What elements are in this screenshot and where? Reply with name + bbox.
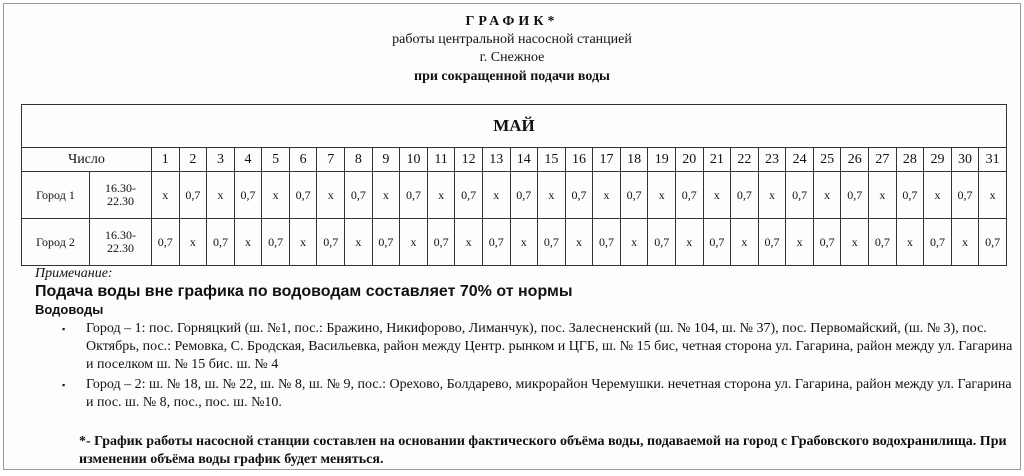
schedule-cell: 0,7: [289, 172, 317, 219]
schedule-cell: x: [648, 172, 676, 219]
day-header-cell: 23: [758, 148, 786, 172]
schedule-cell: 0,7: [786, 172, 814, 219]
day-header-cell: 6: [289, 148, 317, 172]
schedule-cell: x: [482, 172, 510, 219]
schedule-cell: x: [427, 172, 455, 219]
main-note: Подача воды вне графика по водоводам составляет 70% от нормы: [35, 283, 573, 300]
day-header-cell: 1: [152, 148, 180, 172]
schedule-cell: 0,7: [152, 219, 180, 266]
water-pipes-list: [62, 320, 1017, 414]
city-name: г. Снежное: [479, 50, 545, 65]
day-header-cell: 15: [538, 148, 566, 172]
day-header-cell: 13: [482, 148, 510, 172]
schedule-cell: 0,7: [510, 172, 538, 219]
schedule-cell: x: [675, 219, 703, 266]
schedule-cell: x: [979, 172, 1007, 219]
schedule-cell: x: [289, 219, 317, 266]
schedule-cell: 0,7: [979, 219, 1007, 266]
schedule-cell: 0,7: [179, 172, 207, 219]
city-label: Город 2: [22, 219, 90, 266]
day-header-cell: 10: [400, 148, 428, 172]
schedule-cell: x: [731, 219, 759, 266]
list-item-text: Город – 1: пос. Горняцкий (ш. №1, пос.: Бражино, Никифорово, Лиманчук), пос. Залесненский (ш. № 104, ш. № 37), пос. Первомайский, (ш. № 3), пос. Октябрь, пос.: Ремовка, С. Бродская, Васильевка, район между Центр. рынком и ЦГБ, ш. № 15 бис, четная сторона ул. Гагарина, район между ул. Гагарина и поселком ш. № 15 бис. ш. № 4: [86, 321, 1013, 372]
day-header-cell: 7: [317, 148, 345, 172]
schedule-cell: x: [841, 219, 869, 266]
schedule-cell: 0,7: [731, 172, 759, 219]
schedule-condition: при сокращенной подачи воды: [414, 69, 610, 84]
schedule-cell: x: [896, 219, 924, 266]
time-end: 22.30: [107, 194, 134, 208]
schedule-cell: x: [207, 172, 235, 219]
schedule-cell: x: [620, 219, 648, 266]
schedule-cell: x: [786, 219, 814, 266]
day-header-cell: 24: [786, 148, 814, 172]
schedule-cell: x: [869, 172, 897, 219]
day-header-cell: 29: [924, 148, 952, 172]
schedule-cell: 0,7: [400, 172, 428, 219]
day-header-cell: 8: [345, 148, 373, 172]
schedule-cell: x: [951, 219, 979, 266]
day-header-cell: 19: [648, 148, 676, 172]
schedule-cell: x: [179, 219, 207, 266]
schedule-cell: x: [813, 172, 841, 219]
schedule-cell: 0,7: [538, 219, 566, 266]
time-range: [90, 172, 152, 219]
day-header-cell: 30: [951, 148, 979, 172]
time-start: 16.30-: [105, 228, 136, 243]
day-header-cell: 17: [593, 148, 621, 172]
schedule-cell: 0,7: [703, 219, 731, 266]
day-header-cell: 5: [262, 148, 290, 172]
schedule-cell: 0,7: [482, 219, 510, 266]
month-header-row: [22, 105, 1007, 148]
day-header-cell: 16: [565, 148, 593, 172]
day-header-cell: 20: [675, 148, 703, 172]
bullet-icon: ▪: [62, 380, 66, 390]
schedule-cell: x: [924, 172, 952, 219]
schedule-cell: 0,7: [345, 172, 373, 219]
section-heading: Водоводы: [35, 302, 104, 317]
schedule-cell: x: [455, 219, 483, 266]
schedule-cell: x: [510, 219, 538, 266]
day-header-cell: 25: [813, 148, 841, 172]
bullet-icon: ▪: [62, 324, 66, 334]
schedule-cell: x: [345, 219, 373, 266]
note-label: Примечание:: [35, 266, 113, 281]
footnote: *- График работы насосной станции составлен на основании фактического объёма воды, подаваемой на город с Грабовского водохранилища. При изменении объёма воды график будет меняться.: [79, 434, 1007, 467]
document-page: [3, 3, 1021, 470]
city-label: Город 1: [22, 172, 90, 219]
schedule-cell: 0,7: [869, 219, 897, 266]
schedule-cell: 0,7: [455, 172, 483, 219]
day-header-cell: 12: [455, 148, 483, 172]
schedule-cell: x: [234, 219, 262, 266]
list-item: [62, 376, 1017, 412]
schedule-cell: x: [400, 219, 428, 266]
document-title: ГРАФИК*: [465, 14, 559, 29]
day-header-cell: 26: [841, 148, 869, 172]
schedule-cell: 0,7: [317, 219, 345, 266]
schedule-cell: x: [317, 172, 345, 219]
schedule-cell: x: [593, 172, 621, 219]
schedule-cell: 0,7: [565, 172, 593, 219]
day-header-cell: 31: [979, 148, 1007, 172]
day-header-cell: 14: [510, 148, 538, 172]
schedule-cell: 0,7: [896, 172, 924, 219]
schedule-cell: x: [565, 219, 593, 266]
schedule-cell: 0,7: [675, 172, 703, 219]
day-header-cell: 11: [427, 148, 455, 172]
schedule-cell: 0,7: [648, 219, 676, 266]
schedule-cell: 0,7: [758, 219, 786, 266]
city-row: [22, 219, 1007, 266]
schedule-table: [21, 104, 1007, 266]
day-header-cell: 18: [620, 148, 648, 172]
time-range: [90, 219, 152, 266]
schedule-cell: x: [538, 172, 566, 219]
days-label: Число: [22, 148, 152, 172]
schedule-cell: 0,7: [262, 219, 290, 266]
time-start: 16.30-: [105, 181, 136, 196]
day-header-cell: 3: [207, 148, 235, 172]
time-end: 22.30: [107, 241, 134, 255]
schedule-cell: 0,7: [620, 172, 648, 219]
schedule-cell: 0,7: [841, 172, 869, 219]
day-header-cell: 28: [896, 148, 924, 172]
schedule-cell: x: [703, 172, 731, 219]
document-subtitle: работы центральной насосной станцией: [392, 32, 632, 47]
schedule-cell: 0,7: [951, 172, 979, 219]
schedule-cell: 0,7: [207, 219, 235, 266]
day-header-cell: 22: [731, 148, 759, 172]
schedule-cell: 0,7: [813, 219, 841, 266]
day-header-cell: 21: [703, 148, 731, 172]
day-header-cell: 27: [869, 148, 897, 172]
schedule-cell: 0,7: [427, 219, 455, 266]
month-cell: МАЙ: [22, 105, 1007, 148]
schedule-cell: x: [262, 172, 290, 219]
day-header-cell: 2: [179, 148, 207, 172]
city-row: [22, 172, 1007, 219]
schedule-cell: 0,7: [234, 172, 262, 219]
schedule-cell: 0,7: [372, 219, 400, 266]
day-header-cell: 4: [234, 148, 262, 172]
schedule-cell: x: [372, 172, 400, 219]
days-header-row: [22, 148, 1007, 172]
list-item-text: Город – 2: ш. № 18, ш. № 22, ш. № 8, ш. № 9, пос.: Орехово, Болдарево, микрорайон Черемушки. нечетная сторона ул. Гагарина, район между ул. Гагарина и пос. ш. № 8, пос., пос. ш. №10.: [86, 377, 1012, 410]
day-header-cell: 9: [372, 148, 400, 172]
schedule-cell: x: [152, 172, 180, 219]
schedule-cell: 0,7: [924, 219, 952, 266]
list-item: [62, 320, 1017, 374]
schedule-cell: x: [758, 172, 786, 219]
schedule-cell: 0,7: [593, 219, 621, 266]
